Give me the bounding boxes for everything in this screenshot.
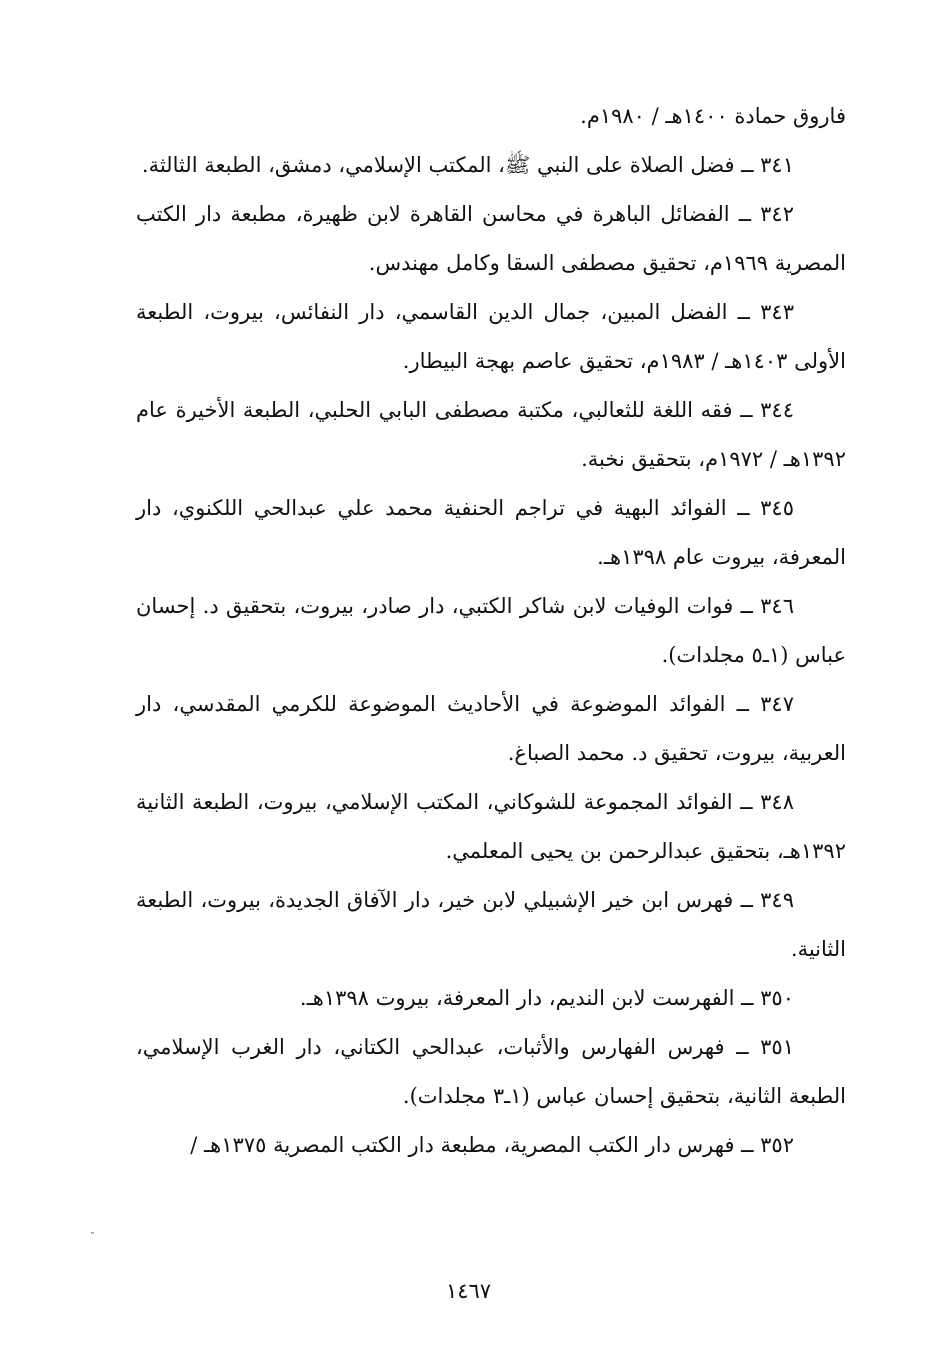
bibliography-entry-349: ٣٤٩ ــ فهرس ابن خير الإشبيلي لابن خير، دار الآفاق الجديدة، بيروت، الطبعة الثانية. [136,888,846,961]
page-number: ١٤٦٧ [445,1279,492,1303]
bibliography-entry-352: ٣٥٢ ــ فهرس دار الكتب المصرية، مطبعة دار الكتب المصرية ١٣٧٥هـ / [190,1133,794,1157]
bibliography-entry-341: ٣٤١ ــ فضل الصلاة على النبي ﷺ، المكتب الإسلامي، دمشق، الطبعة الثالثة. [141,153,794,177]
bibliography-entry-344: ٣٤٤ ــ فقه اللغة للثعالبي، مكتبة مصطفى البابي الحلبي، الطبعة الأخيرة عام ١٣٩٢هـ / ١٩٧٢م، بتحقيق نخبة. [136,398,846,471]
margin-mark: ˜ [90,1232,95,1243]
bibliography-entry-350: ٣٥٠ ــ الفهرست لابن النديم، دار المعرفة، بيروت ١٣٩٨هـ. [299,986,794,1010]
bibliography-entry-346: ٣٤٦ ــ فوات الوفيات لابن شاكر الكتبي، دار صادر، بيروت، بتحقيق د. إحسان عباس (١ـ٥ مجلدات). [136,594,846,667]
bibliography-entry-342: ٣٤٢ ــ الفضائل الباهرة في محاسن القاهرة لابن ظهيرة، مطبعة دار الكتب المصرية ١٩٦٩م، تحقيق مصطفى السقا وكامل مهندس. [136,202,846,275]
bibliography-entry-345: ٣٤٥ ــ الفوائد البهية في تراجم الحنفية محمد علي عبدالحي اللكنوي، دار المعرفة، بيروت عام ١٣٩٨هـ. [136,496,846,569]
bibliography-entry-348: ٣٤٨ ــ الفوائد المجموعة للشوكاني، المكتب الإسلامي، بيروت، الطبعة الثانية ١٣٩٢هـ، بتحقيق عبدالرحمن بن يحيى المعلمي. [136,790,846,863]
bibliography-entry-347: ٣٤٧ ــ الفوائد الموضوعة في الأحاديث الموضوعة للكرمي المقدسي، دار العربية، بيروت، تحقيق د. محمد الصباغ. [136,692,846,765]
bibliography-entry-continuation: فاروق حمادة ١٤٠٠هـ / ١٩٨٠م. [580,104,846,128]
bibliography-entry-343: ٣٤٣ ــ الفضل المبين، جمال الدين القاسمي، دار النفائس، بيروت، الطبعة الأولى ١٤٠٣هـ / ١٩٨٣م، تحقيق عاصم بهجة البيطار. [136,300,846,373]
bibliography-entry-351: ٣٥١ ــ فهرس الفهارس والأثبات، عبدالحي الكتاني، دار الغرب الإسلامي، الطبعة الثانية، بتحقيق إحسان عباس (١ـ٣ مجلدات). [136,1035,846,1108]
bibliography-list [136,92,846,1170]
